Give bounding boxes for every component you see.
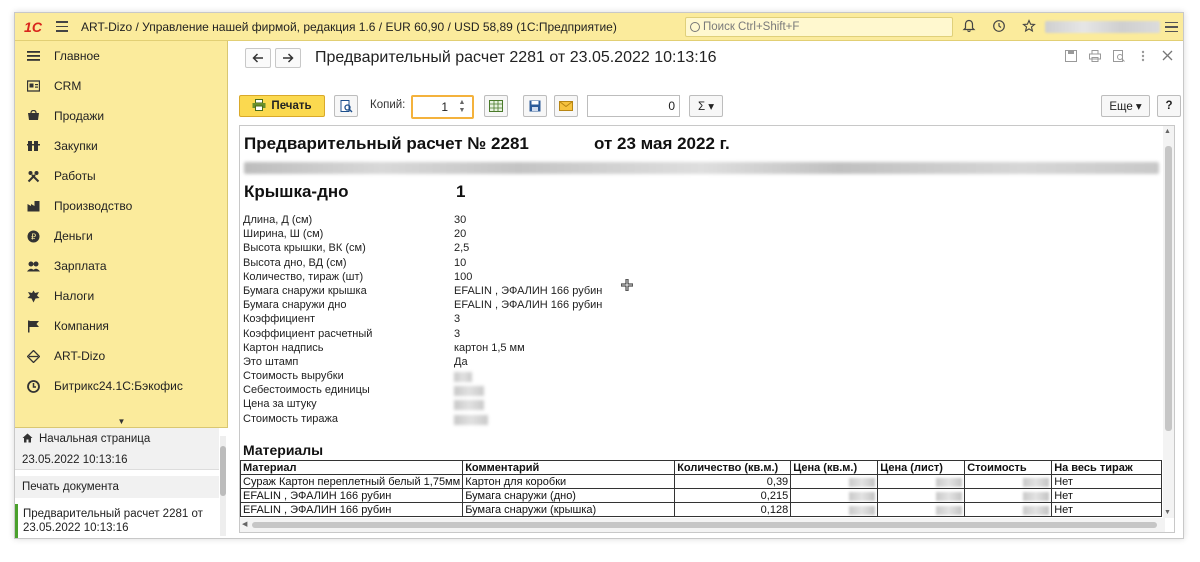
sidebar-item-label: Зарплата — [54, 259, 107, 273]
user-name-redacted — [1045, 21, 1160, 33]
print-icon[interactable] — [1088, 50, 1102, 64]
product-number: 1 — [456, 182, 466, 201]
param-row: Картон надпись картон 1,5 мм — [243, 341, 525, 354]
app-window — [14, 12, 1184, 539]
param-row: Бумага снаружи дно EFALIN , ЭФАЛИН 166 рубин — [243, 299, 603, 312]
sum-value-field[interactable]: 0 — [587, 95, 680, 117]
report-horizontal-scrollbar[interactable]: ◀ — [240, 518, 1165, 532]
column-header: Стоимость — [965, 461, 1052, 475]
param-row: Высота крышки, ВК (см) 2,5 — [243, 242, 470, 255]
forward-button[interactable] — [275, 48, 301, 68]
param-row: Это штамп Да — [243, 355, 468, 368]
back-button[interactable] — [245, 48, 271, 68]
parameters-list — [243, 214, 663, 427]
more-button[interactable]: Еще ▾ — [1101, 95, 1150, 117]
document-title: Предварительный расчет 2281 от 23.05.2022 10:13:16 — [315, 49, 717, 66]
redacted-value — [454, 386, 484, 396]
email-button[interactable] — [554, 95, 578, 117]
copies-value: 1 — [441, 100, 448, 114]
param-row: Стоимость тиража — [243, 413, 663, 427]
history-item-active-document[interactable] — [15, 504, 219, 539]
sidebar-item-sales[interactable] — [15, 101, 228, 131]
column-header: Материал — [241, 461, 463, 475]
copies-input[interactable] — [411, 95, 474, 119]
redacted-value — [454, 415, 488, 425]
close-icon[interactable] — [1160, 50, 1174, 64]
search-placeholder: Поиск Ctrl+Shift+F — [703, 21, 800, 33]
settings-menu-icon[interactable] — [1165, 13, 1178, 41]
redacted-value — [454, 372, 472, 382]
table-row: EFALIN , ЭФАЛИН 166 рубин Бумага снаружи (дно) 0,215 Нет — [241, 489, 1162, 503]
redacted-cell — [791, 475, 878, 489]
param-row: Высота дно, ВД (см) 10 — [243, 256, 467, 269]
sidebar-item-purchases[interactable] — [15, 131, 228, 161]
history-item-home[interactable] — [15, 428, 219, 450]
1c-logo: 1С — [24, 18, 42, 35]
param-row: Количество, тираж (шт) 100 — [243, 270, 473, 283]
redacted-cell — [965, 489, 1052, 503]
sidebar-item-label: Производство — [54, 199, 133, 213]
history-panel — [15, 427, 228, 539]
param-row: Цена за штуку — [243, 398, 663, 412]
report-heading-date: от 23 мая 2022 г. — [594, 134, 730, 153]
table-row: EFALIN , ЭФАЛИН 166 рубин Бумага снаружи (крышка) 0,128 Нет — [241, 503, 1162, 517]
factory-icon — [26, 199, 40, 213]
sum-button[interactable]: Σ ▾ — [689, 95, 723, 117]
title-bar — [15, 13, 1183, 41]
star-icon[interactable] — [1021, 19, 1037, 36]
column-header: Цена (лист) — [878, 461, 965, 475]
history-item-print-document[interactable] — [15, 476, 219, 498]
hamburger-icon — [26, 49, 40, 63]
compass-icon — [26, 349, 40, 363]
salary-icon — [26, 259, 40, 273]
sidebar-item-label: Налоги — [54, 289, 95, 303]
param-row: Себестоимость единицы — [243, 384, 663, 398]
company-details-redacted — [244, 162, 1159, 174]
global-search-input[interactable] — [685, 17, 953, 37]
home-icon — [22, 433, 33, 446]
print-button[interactable] — [239, 95, 325, 117]
sidebar-item-label: Битрикс24.1С:Бэкофис — [54, 379, 183, 393]
table-header-row — [241, 461, 1162, 475]
window-title: ART-Dizo / Управление нашей фирмой, редакция 1.6 / EUR 60,90 / USD 58,89 (1С:Предприятие) — [81, 19, 617, 34]
materials-heading: Материалы — [243, 442, 324, 458]
sidebar-item-label: ART-Dizo — [54, 349, 106, 363]
help-button[interactable]: ? — [1157, 95, 1181, 117]
redacted-value — [454, 400, 484, 410]
copies-label: Копий: — [370, 99, 406, 111]
cart-icon — [26, 109, 40, 123]
printer-icon — [252, 99, 266, 114]
report-panel — [239, 125, 1175, 533]
history-scrollbar[interactable] — [220, 436, 226, 536]
column-header: Цена (кв.м.) — [791, 461, 878, 475]
preview-icon[interactable] — [1112, 50, 1126, 64]
materials-table — [240, 460, 1162, 517]
product-heading — [244, 182, 466, 202]
param-row: Коэффициент 3 — [243, 313, 461, 326]
sidebar-item-company[interactable] — [15, 311, 228, 341]
history-item-date[interactable] — [15, 450, 219, 470]
sidebar-item-label: Продажи — [54, 109, 105, 123]
bell-icon[interactable] — [961, 19, 977, 36]
column-header: На весь тираж — [1052, 461, 1162, 475]
sidebar-item-bitrix[interactable] — [15, 371, 228, 401]
document-area — [229, 41, 1184, 539]
settings-grid-button[interactable] — [484, 95, 508, 117]
redacted-cell — [965, 475, 1052, 489]
history-date-label: 23.05.2022 10:13:16 — [22, 453, 128, 466]
search-icon — [690, 22, 700, 32]
sidebar-item-art-dizo[interactable] — [15, 341, 228, 371]
redacted-cell — [791, 503, 878, 517]
column-header: Количество (кв.м.) — [675, 461, 791, 475]
money-icon — [26, 229, 40, 243]
sidebar-item-crm[interactable] — [15, 71, 228, 101]
svg-text:₽: ₽ — [30, 232, 36, 241]
history-active-line1: Предварительный расчет 2281 от — [23, 508, 203, 520]
sidebar-item-main[interactable] — [15, 41, 228, 71]
sidebar-item-label: Деньги — [54, 229, 93, 243]
sidebar-item-works[interactable] — [15, 161, 228, 191]
param-row: Длина, Д (см) 30 — [243, 214, 467, 226]
redacted-cell — [791, 489, 878, 503]
param-row: Коэффициент расчетный 3 — [243, 327, 461, 340]
report-vertical-scrollbar[interactable]: ▲ ▼ — [1163, 126, 1174, 518]
taxes-icon — [26, 289, 40, 303]
sidebar-item-label: CRM — [54, 79, 82, 93]
sidebar-item-taxes[interactable] — [15, 281, 228, 311]
redacted-cell — [965, 503, 1052, 517]
param-row: Ширина, Ш (см) 20 — [243, 228, 467, 241]
flag-icon — [26, 319, 40, 333]
history-active-line2: 23.05.2022 10:13:16 — [23, 522, 129, 534]
column-header: Комментарий — [463, 461, 675, 475]
document-header — [229, 41, 1184, 75]
sidebar-item-money[interactable] — [15, 221, 228, 251]
history-print-label: Печать документа — [22, 481, 119, 493]
redacted-cell — [878, 503, 965, 517]
main-menu-icon[interactable] — [51, 13, 73, 41]
sidebar-item-salary[interactable] — [15, 251, 228, 281]
save-button[interactable] — [523, 95, 547, 117]
sidebar-item-label: Закупки — [54, 139, 98, 153]
redacted-cell — [878, 489, 965, 503]
bitrix-icon — [26, 379, 40, 393]
redacted-cell — [878, 475, 965, 489]
report-heading-number: Предварительный расчет № 2281 — [244, 134, 529, 153]
product-name: Крышка-дно — [244, 182, 349, 201]
tools-icon — [26, 169, 40, 183]
mouse-cursor-icon — [620, 278, 634, 292]
copies-stepper[interactable]: ▲ ▼ — [458, 99, 466, 114]
more-vertical-icon[interactable] — [1136, 50, 1150, 64]
sections-sidebar — [15, 41, 228, 539]
sidebar-item-production[interactable] — [15, 191, 228, 221]
table-row: Сураж Картон переплетный белый 1,75мм Картон для коробки 0,39 Нет — [241, 475, 1162, 489]
sidebar-expand-arrow-icon[interactable]: ▼ — [117, 416, 126, 426]
param-row: Стоимость вырубки — [243, 370, 663, 384]
report-heading — [244, 134, 730, 154]
preview-button[interactable] — [334, 95, 358, 117]
print-button-label: Печать — [271, 100, 312, 112]
sidebar-item-label: Главное — [54, 49, 100, 63]
sidebar-item-label: Работы — [54, 169, 96, 183]
save-icon[interactable] — [1064, 50, 1078, 64]
toolbar — [229, 95, 1184, 119]
history-icon[interactable] — [991, 19, 1007, 36]
history-home-label: Начальная страница — [39, 433, 151, 445]
param-row: Бумага снаружи крышка EFALIN , ЭФАЛИН 166 рубин — [243, 284, 603, 297]
crm-icon — [26, 79, 40, 93]
sidebar-item-label: Компания — [54, 319, 109, 333]
purchase-icon — [26, 139, 40, 153]
